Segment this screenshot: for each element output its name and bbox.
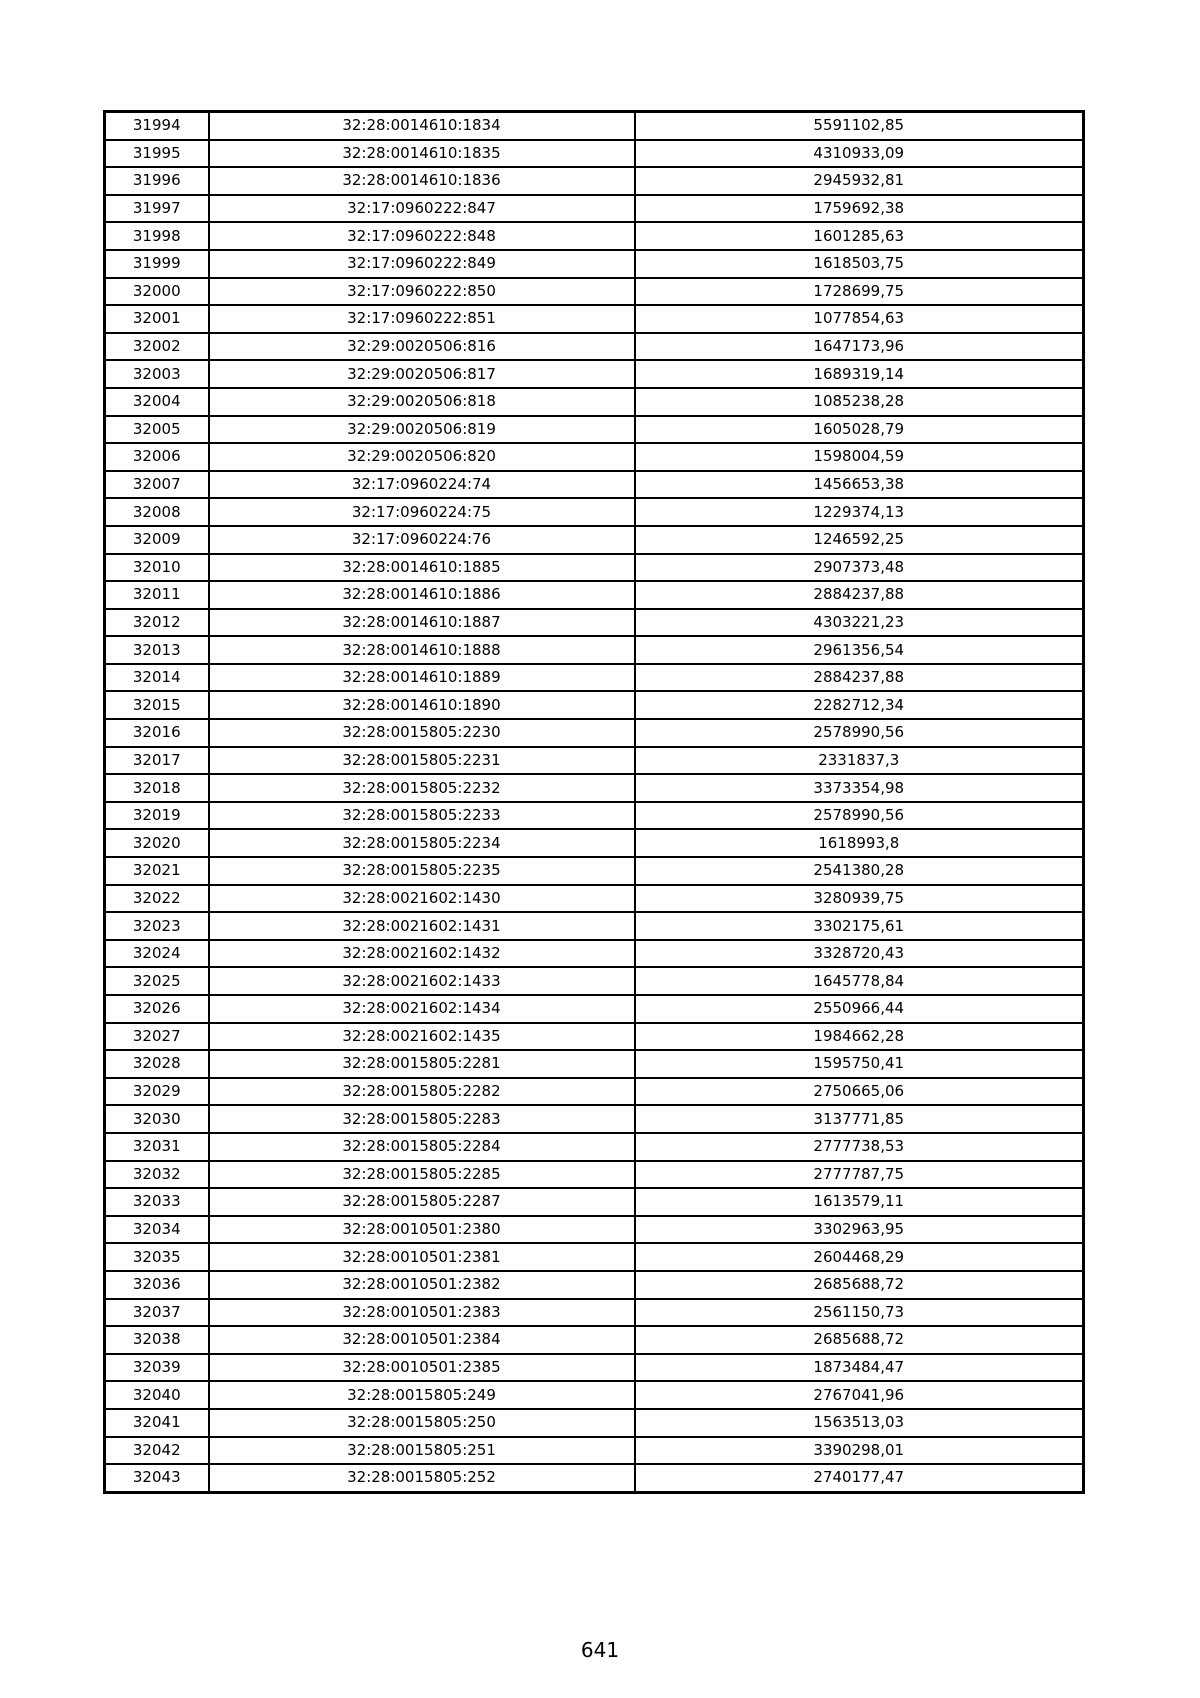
value-cell: 1601285,63 xyxy=(635,222,1084,250)
row-number-cell: 32026 xyxy=(105,995,209,1023)
cadastral-number-cell: 32:28:0021602:1435 xyxy=(209,1023,635,1051)
table-row xyxy=(105,581,1084,609)
row-number-cell: 32013 xyxy=(105,636,209,664)
value-cell: 2961356,54 xyxy=(635,636,1084,664)
cadastral-number-cell: 32:17:0960224:76 xyxy=(209,526,635,554)
value-cell: 2777738,53 xyxy=(635,1133,1084,1161)
table-row xyxy=(105,1326,1084,1354)
row-number-cell: 31994 xyxy=(105,112,209,140)
table-row xyxy=(105,829,1084,857)
row-number-cell: 31998 xyxy=(105,222,209,250)
table-row xyxy=(105,1188,1084,1216)
row-number-cell: 32039 xyxy=(105,1354,209,1382)
row-number-cell: 32017 xyxy=(105,747,209,775)
value-cell: 2907373,48 xyxy=(635,554,1084,582)
value-cell: 1728699,75 xyxy=(635,278,1084,306)
table-row xyxy=(105,1354,1084,1382)
table-row xyxy=(105,554,1084,582)
cadastral-number-cell: 32:28:0014610:1835 xyxy=(209,140,635,168)
data-table xyxy=(103,110,1085,1494)
cadastral-number-cell: 32:28:0015805:2234 xyxy=(209,829,635,857)
value-cell: 1647173,96 xyxy=(635,333,1084,361)
value-cell: 4310933,09 xyxy=(635,140,1084,168)
cadastral-number-cell: 32:28:0010501:2385 xyxy=(209,1354,635,1382)
table-row xyxy=(105,1409,1084,1437)
value-cell: 2541380,28 xyxy=(635,857,1084,885)
row-number-cell: 32010 xyxy=(105,554,209,582)
cadastral-number-cell: 32:28:0015805:2281 xyxy=(209,1050,635,1078)
cadastral-number-cell: 32:28:0010501:2381 xyxy=(209,1243,635,1271)
row-number-cell: 32027 xyxy=(105,1023,209,1051)
cadastral-number-cell: 32:17:0960224:74 xyxy=(209,471,635,499)
cadastral-number-cell: 32:17:0960222:848 xyxy=(209,222,635,250)
table-row xyxy=(105,471,1084,499)
cadastral-number-cell: 32:28:0014610:1834 xyxy=(209,112,635,140)
value-cell: 3137771,85 xyxy=(635,1105,1084,1133)
value-cell: 2750665,06 xyxy=(635,1078,1084,1106)
table-row xyxy=(105,802,1084,830)
table-row xyxy=(105,1105,1084,1133)
table-row xyxy=(105,912,1084,940)
table-row xyxy=(105,885,1084,913)
row-number-cell: 32034 xyxy=(105,1216,209,1244)
value-cell: 1598004,59 xyxy=(635,443,1084,471)
table-row xyxy=(105,747,1084,775)
cadastral-number-cell: 32:28:0015805:2230 xyxy=(209,719,635,747)
cadastral-number-cell: 32:28:0015805:2287 xyxy=(209,1188,635,1216)
row-number-cell: 32019 xyxy=(105,802,209,830)
cadastral-number-cell: 32:28:0010501:2384 xyxy=(209,1326,635,1354)
row-number-cell: 32003 xyxy=(105,360,209,388)
table-row xyxy=(105,1437,1084,1465)
value-cell: 1618993,8 xyxy=(635,829,1084,857)
cadastral-number-cell: 32:29:0020506:818 xyxy=(209,388,635,416)
row-number-cell: 32024 xyxy=(105,940,209,968)
value-cell: 2685688,72 xyxy=(635,1326,1084,1354)
cadastral-number-cell: 32:28:0014610:1885 xyxy=(209,554,635,582)
value-cell: 2767041,96 xyxy=(635,1381,1084,1409)
table-row xyxy=(105,1381,1084,1409)
table-row xyxy=(105,664,1084,692)
cadastral-number-cell: 32:28:0015805:252 xyxy=(209,1464,635,1492)
row-number-cell: 32040 xyxy=(105,1381,209,1409)
value-cell: 1085238,28 xyxy=(635,388,1084,416)
table-row xyxy=(105,443,1084,471)
row-number-cell: 32005 xyxy=(105,416,209,444)
cadastral-number-cell: 32:17:0960222:849 xyxy=(209,250,635,278)
table-row xyxy=(105,967,1084,995)
value-cell: 1984662,28 xyxy=(635,1023,1084,1051)
table-row xyxy=(105,609,1084,637)
value-cell: 1613579,11 xyxy=(635,1188,1084,1216)
value-cell: 1229374,13 xyxy=(635,498,1084,526)
row-number-cell: 31999 xyxy=(105,250,209,278)
table-row xyxy=(105,195,1084,223)
cadastral-number-cell: 32:28:0015805:2285 xyxy=(209,1161,635,1189)
row-number-cell: 32042 xyxy=(105,1437,209,1465)
row-number-cell: 32036 xyxy=(105,1271,209,1299)
cadastral-number-cell: 32:28:0015805:2235 xyxy=(209,857,635,885)
row-number-cell: 32006 xyxy=(105,443,209,471)
value-cell: 3280939,75 xyxy=(635,885,1084,913)
table-row xyxy=(105,112,1084,140)
table-row xyxy=(105,1271,1084,1299)
table-row xyxy=(105,360,1084,388)
cadastral-number-cell: 32:17:0960222:850 xyxy=(209,278,635,306)
row-number-cell: 32043 xyxy=(105,1464,209,1492)
table-body xyxy=(105,112,1084,1493)
cadastral-number-cell: 32:28:0015805:2233 xyxy=(209,802,635,830)
cadastral-number-cell: 32:29:0020506:816 xyxy=(209,333,635,361)
table-row xyxy=(105,250,1084,278)
cadastral-number-cell: 32:28:0014610:1888 xyxy=(209,636,635,664)
table-row xyxy=(105,333,1084,361)
cadastral-number-cell: 32:28:0015805:2232 xyxy=(209,774,635,802)
table-row xyxy=(105,498,1084,526)
row-number-cell: 32022 xyxy=(105,885,209,913)
row-number-cell: 32012 xyxy=(105,609,209,637)
value-cell: 2578990,56 xyxy=(635,719,1084,747)
row-number-cell: 32004 xyxy=(105,388,209,416)
value-cell: 1456653,38 xyxy=(635,471,1084,499)
value-cell: 2604468,29 xyxy=(635,1243,1084,1271)
cadastral-number-cell: 32:28:0021602:1434 xyxy=(209,995,635,1023)
row-number-cell: 32035 xyxy=(105,1243,209,1271)
table-row xyxy=(105,1299,1084,1327)
table-row xyxy=(105,222,1084,250)
table-row xyxy=(105,691,1084,719)
value-cell: 1077854,63 xyxy=(635,305,1084,333)
value-cell: 4303221,23 xyxy=(635,609,1084,637)
row-number-cell: 32015 xyxy=(105,691,209,719)
value-cell: 5591102,85 xyxy=(635,112,1084,140)
value-cell: 1759692,38 xyxy=(635,195,1084,223)
cadastral-number-cell: 32:28:0015805:249 xyxy=(209,1381,635,1409)
cadastral-number-cell: 32:28:0015805:251 xyxy=(209,1437,635,1465)
cadastral-number-cell: 32:28:0021602:1431 xyxy=(209,912,635,940)
row-number-cell: 32028 xyxy=(105,1050,209,1078)
table-row xyxy=(105,1161,1084,1189)
cadastral-number-cell: 32:29:0020506:819 xyxy=(209,416,635,444)
cadastral-number-cell: 32:28:0015805:2231 xyxy=(209,747,635,775)
table-row xyxy=(105,1464,1084,1492)
value-cell: 1605028,79 xyxy=(635,416,1084,444)
table-row xyxy=(105,526,1084,554)
cadastral-number-cell: 32:28:0015805:2282 xyxy=(209,1078,635,1106)
row-number-cell: 32023 xyxy=(105,912,209,940)
table-row xyxy=(105,995,1084,1023)
value-cell: 2282712,34 xyxy=(635,691,1084,719)
table-row xyxy=(105,940,1084,968)
cadastral-number-cell: 32:28:0014610:1886 xyxy=(209,581,635,609)
value-cell: 1246592,25 xyxy=(635,526,1084,554)
value-cell: 2945932,81 xyxy=(635,167,1084,195)
row-number-cell: 32029 xyxy=(105,1078,209,1106)
row-number-cell: 32041 xyxy=(105,1409,209,1437)
row-number-cell: 32000 xyxy=(105,278,209,306)
value-cell: 1563513,03 xyxy=(635,1409,1084,1437)
table-row xyxy=(105,774,1084,802)
table-row xyxy=(105,278,1084,306)
value-cell: 2331837,3 xyxy=(635,747,1084,775)
page-number: 641 xyxy=(580,1638,620,1662)
cadastral-number-cell: 32:29:0020506:817 xyxy=(209,360,635,388)
value-cell: 3390298,01 xyxy=(635,1437,1084,1465)
value-cell: 3302963,95 xyxy=(635,1216,1084,1244)
value-cell: 3302175,61 xyxy=(635,912,1084,940)
row-number-cell: 31996 xyxy=(105,167,209,195)
table-row xyxy=(105,1023,1084,1051)
row-number-cell: 32032 xyxy=(105,1161,209,1189)
value-cell: 1645778,84 xyxy=(635,967,1084,995)
row-number-cell: 32008 xyxy=(105,498,209,526)
table-row xyxy=(105,1133,1084,1161)
row-number-cell: 32011 xyxy=(105,581,209,609)
row-number-cell: 32018 xyxy=(105,774,209,802)
row-number-cell: 32016 xyxy=(105,719,209,747)
row-number-cell: 32031 xyxy=(105,1133,209,1161)
table-row xyxy=(105,140,1084,168)
table-row xyxy=(105,305,1084,333)
value-cell: 2884237,88 xyxy=(635,664,1084,692)
table-row xyxy=(105,719,1084,747)
row-number-cell: 31997 xyxy=(105,195,209,223)
cadastral-number-cell: 32:28:0021602:1430 xyxy=(209,885,635,913)
value-cell: 2561150,73 xyxy=(635,1299,1084,1327)
row-number-cell: 32020 xyxy=(105,829,209,857)
table-row xyxy=(105,388,1084,416)
cadastral-number-cell: 32:28:0021602:1433 xyxy=(209,967,635,995)
value-cell: 1689319,14 xyxy=(635,360,1084,388)
cadastral-number-cell: 32:28:0015805:2283 xyxy=(209,1105,635,1133)
row-number-cell: 32002 xyxy=(105,333,209,361)
cadastral-number-cell: 32:28:0010501:2380 xyxy=(209,1216,635,1244)
row-number-cell: 32025 xyxy=(105,967,209,995)
cadastral-number-cell: 32:28:0010501:2383 xyxy=(209,1299,635,1327)
row-number-cell: 32001 xyxy=(105,305,209,333)
cadastral-number-cell: 32:17:0960222:847 xyxy=(209,195,635,223)
row-number-cell: 32014 xyxy=(105,664,209,692)
table-row xyxy=(105,1216,1084,1244)
row-number-cell: 32033 xyxy=(105,1188,209,1216)
value-cell: 1873484,47 xyxy=(635,1354,1084,1382)
value-cell: 2777787,75 xyxy=(635,1161,1084,1189)
value-cell: 2578990,56 xyxy=(635,802,1084,830)
table-row xyxy=(105,1050,1084,1078)
table-row xyxy=(105,636,1084,664)
row-number-cell: 32038 xyxy=(105,1326,209,1354)
value-cell: 1595750,41 xyxy=(635,1050,1084,1078)
cadastral-number-cell: 32:28:0010501:2382 xyxy=(209,1271,635,1299)
value-cell: 2550966,44 xyxy=(635,995,1084,1023)
value-cell: 3373354,98 xyxy=(635,774,1084,802)
cadastral-number-cell: 32:17:0960224:75 xyxy=(209,498,635,526)
cadastral-number-cell: 32:28:0014610:1890 xyxy=(209,691,635,719)
cadastral-number-cell: 32:17:0960222:851 xyxy=(209,305,635,333)
table-row xyxy=(105,167,1084,195)
cadastral-number-cell: 32:28:0021602:1432 xyxy=(209,940,635,968)
value-cell: 2884237,88 xyxy=(635,581,1084,609)
row-number-cell: 32030 xyxy=(105,1105,209,1133)
cadastral-number-cell: 32:28:0014610:1889 xyxy=(209,664,635,692)
table-row xyxy=(105,416,1084,444)
value-cell: 1618503,75 xyxy=(635,250,1084,278)
cadastral-number-cell: 32:28:0015805:2284 xyxy=(209,1133,635,1161)
row-number-cell: 31995 xyxy=(105,140,209,168)
cadastral-number-cell: 32:28:0015805:250 xyxy=(209,1409,635,1437)
cadastral-number-cell: 32:29:0020506:820 xyxy=(209,443,635,471)
value-cell: 2685688,72 xyxy=(635,1271,1084,1299)
value-cell: 2740177,47 xyxy=(635,1464,1084,1492)
table-row xyxy=(105,1243,1084,1271)
row-number-cell: 32009 xyxy=(105,526,209,554)
row-number-cell: 32007 xyxy=(105,471,209,499)
row-number-cell: 32037 xyxy=(105,1299,209,1327)
table-row xyxy=(105,857,1084,885)
cadastral-number-cell: 32:28:0014610:1887 xyxy=(209,609,635,637)
table-row xyxy=(105,1078,1084,1106)
row-number-cell: 32021 xyxy=(105,857,209,885)
value-cell: 3328720,43 xyxy=(635,940,1084,968)
cadastral-number-cell: 32:28:0014610:1836 xyxy=(209,167,635,195)
